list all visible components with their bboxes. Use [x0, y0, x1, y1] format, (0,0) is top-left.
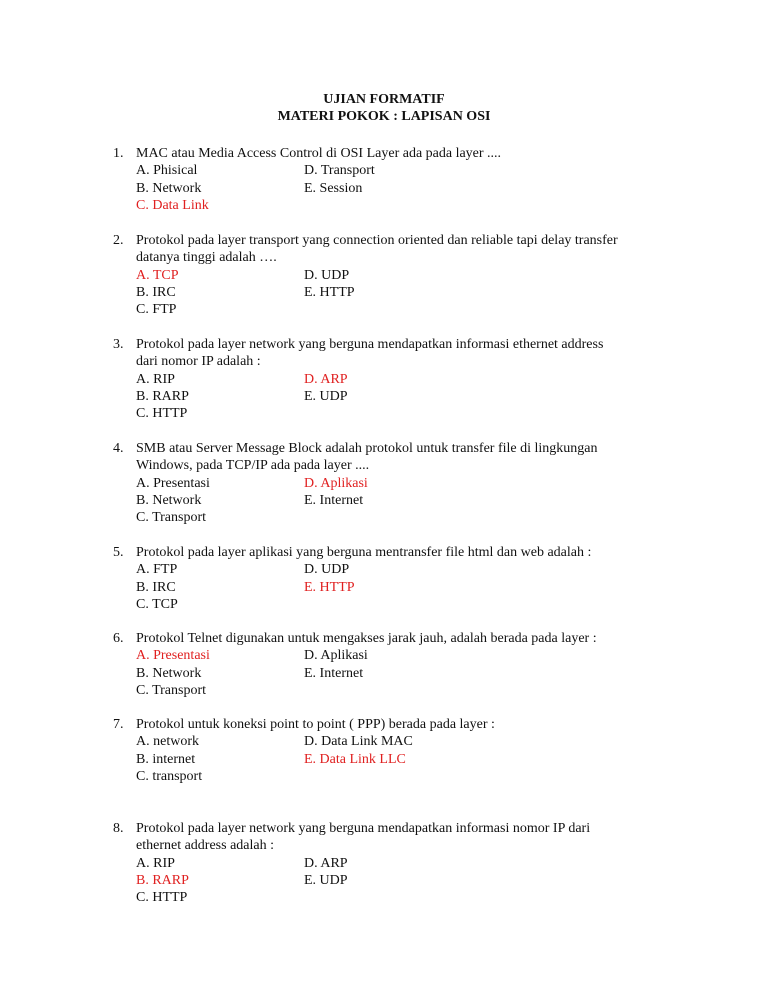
answer-options — [136, 475, 666, 527]
answer-option: D. Transport — [304, 163, 375, 179]
answer-option: B. IRC — [136, 284, 176, 300]
question-number: 4. — [113, 441, 124, 456]
answer-option-correct: D. ARP — [304, 371, 348, 387]
question-number: 5. — [113, 545, 124, 560]
answer-option: E. HTTP — [304, 284, 355, 300]
answer-option: C. HTTP — [136, 890, 188, 906]
question-text: Protokol pada layer network yang berguna mendapatkan informasi nomor IP dari ethernet address adalah : — [136, 821, 591, 854]
answer-option: B. IRC — [136, 579, 176, 595]
answer-options — [136, 162, 666, 214]
answer-option: A. network — [136, 734, 199, 750]
question-number: 1. — [113, 146, 124, 161]
question-text: Protokol untuk koneksi point to point ( PPP) berada pada layer : — [136, 717, 495, 732]
answer-option-correct: D. Aplikasi — [304, 475, 368, 491]
answer-options — [136, 647, 666, 699]
answer-option: B. Network — [136, 665, 202, 681]
answer-option-correct: E. Data Link LLC — [304, 751, 406, 767]
question-text: Protokol pada layer aplikasi yang berguna mentransfer file html dan web adalah : — [136, 545, 592, 560]
answer-option: B. RARP — [136, 388, 189, 404]
question-text: Protokol Telnet digunakan untuk mengakses jarak jauh, adalah berada pada layer : — [136, 631, 597, 646]
answer-options — [136, 267, 666, 319]
answer-option: E. Session — [304, 180, 363, 196]
answer-option: C. Transport — [136, 510, 207, 526]
question-number: 6. — [113, 631, 124, 646]
answer-options — [136, 733, 666, 785]
question-number: 8. — [113, 821, 124, 836]
answer-option: B. Network — [136, 492, 202, 508]
document-title: UJIAN FORMATIF — [323, 92, 445, 107]
answer-option: A. RIP — [136, 855, 175, 871]
answer-option: A. Phisical — [136, 163, 198, 179]
answer-option: D. ARP — [304, 855, 348, 871]
answer-option: A. Presentasi — [136, 475, 210, 491]
answer-options — [136, 855, 666, 907]
question-text: Protokol pada layer transport yang connection oriented dan reliable tapi delay transfer datanya tinggi adalah …. — [136, 233, 618, 266]
answer-option-correct: E. HTTP — [304, 579, 355, 595]
answer-option: C. TCP — [136, 596, 178, 612]
answer-option: E. UDP — [304, 872, 348, 888]
answer-option: C. Transport — [136, 682, 207, 698]
answer-option: A. FTP — [136, 562, 178, 578]
question-body — [136, 145, 666, 214]
answer-option-correct: C. Data Link — [136, 197, 209, 213]
question-text: MAC atau Media Access Control di OSI Layer ada pada layer .... — [136, 146, 502, 161]
answer-option: E. UDP — [304, 388, 348, 404]
answer-option: D. Data Link MAC — [304, 734, 413, 750]
answer-option: D. UDP — [304, 267, 350, 283]
question-number: 7. — [113, 717, 124, 732]
answer-option: C. FTP — [136, 302, 177, 318]
answer-option: C. transport — [136, 768, 203, 784]
question-body — [136, 336, 666, 422]
answer-option: B. Network — [136, 180, 202, 196]
answer-option-correct: A. TCP — [136, 267, 179, 283]
question-number: 2. — [113, 233, 124, 248]
answer-option: D. UDP — [304, 562, 350, 578]
question-body — [136, 820, 666, 906]
question-text: SMB atau Server Message Block adalah protokol untuk transfer file di lingkungan Windows, pada TCP/IP ada pada layer .... — [136, 441, 598, 474]
answer-option: A. RIP — [136, 371, 175, 387]
question-body — [136, 630, 666, 699]
answer-option-correct: A. Presentasi — [136, 648, 210, 664]
answer-option: C. HTTP — [136, 406, 188, 422]
answer-option: D. Aplikasi — [304, 648, 368, 664]
question-body — [136, 440, 666, 526]
question-text: Protokol pada layer network yang berguna mendapatkan informasi ethernet address dari nomor IP adalah : — [136, 337, 604, 370]
question-number: 3. — [113, 337, 124, 352]
question-body — [136, 544, 666, 613]
question-body — [136, 232, 666, 318]
answer-option: E. Internet — [304, 665, 364, 681]
answer-options — [136, 371, 666, 423]
answer-option: E. Internet — [304, 492, 364, 508]
answer-options — [136, 561, 666, 613]
answer-option: B. internet — [136, 751, 196, 767]
document-subtitle: MATERI POKOK : LAPISAN OSI — [277, 109, 491, 124]
question-body — [136, 716, 666, 785]
answer-option-correct: B. RARP — [136, 872, 189, 888]
